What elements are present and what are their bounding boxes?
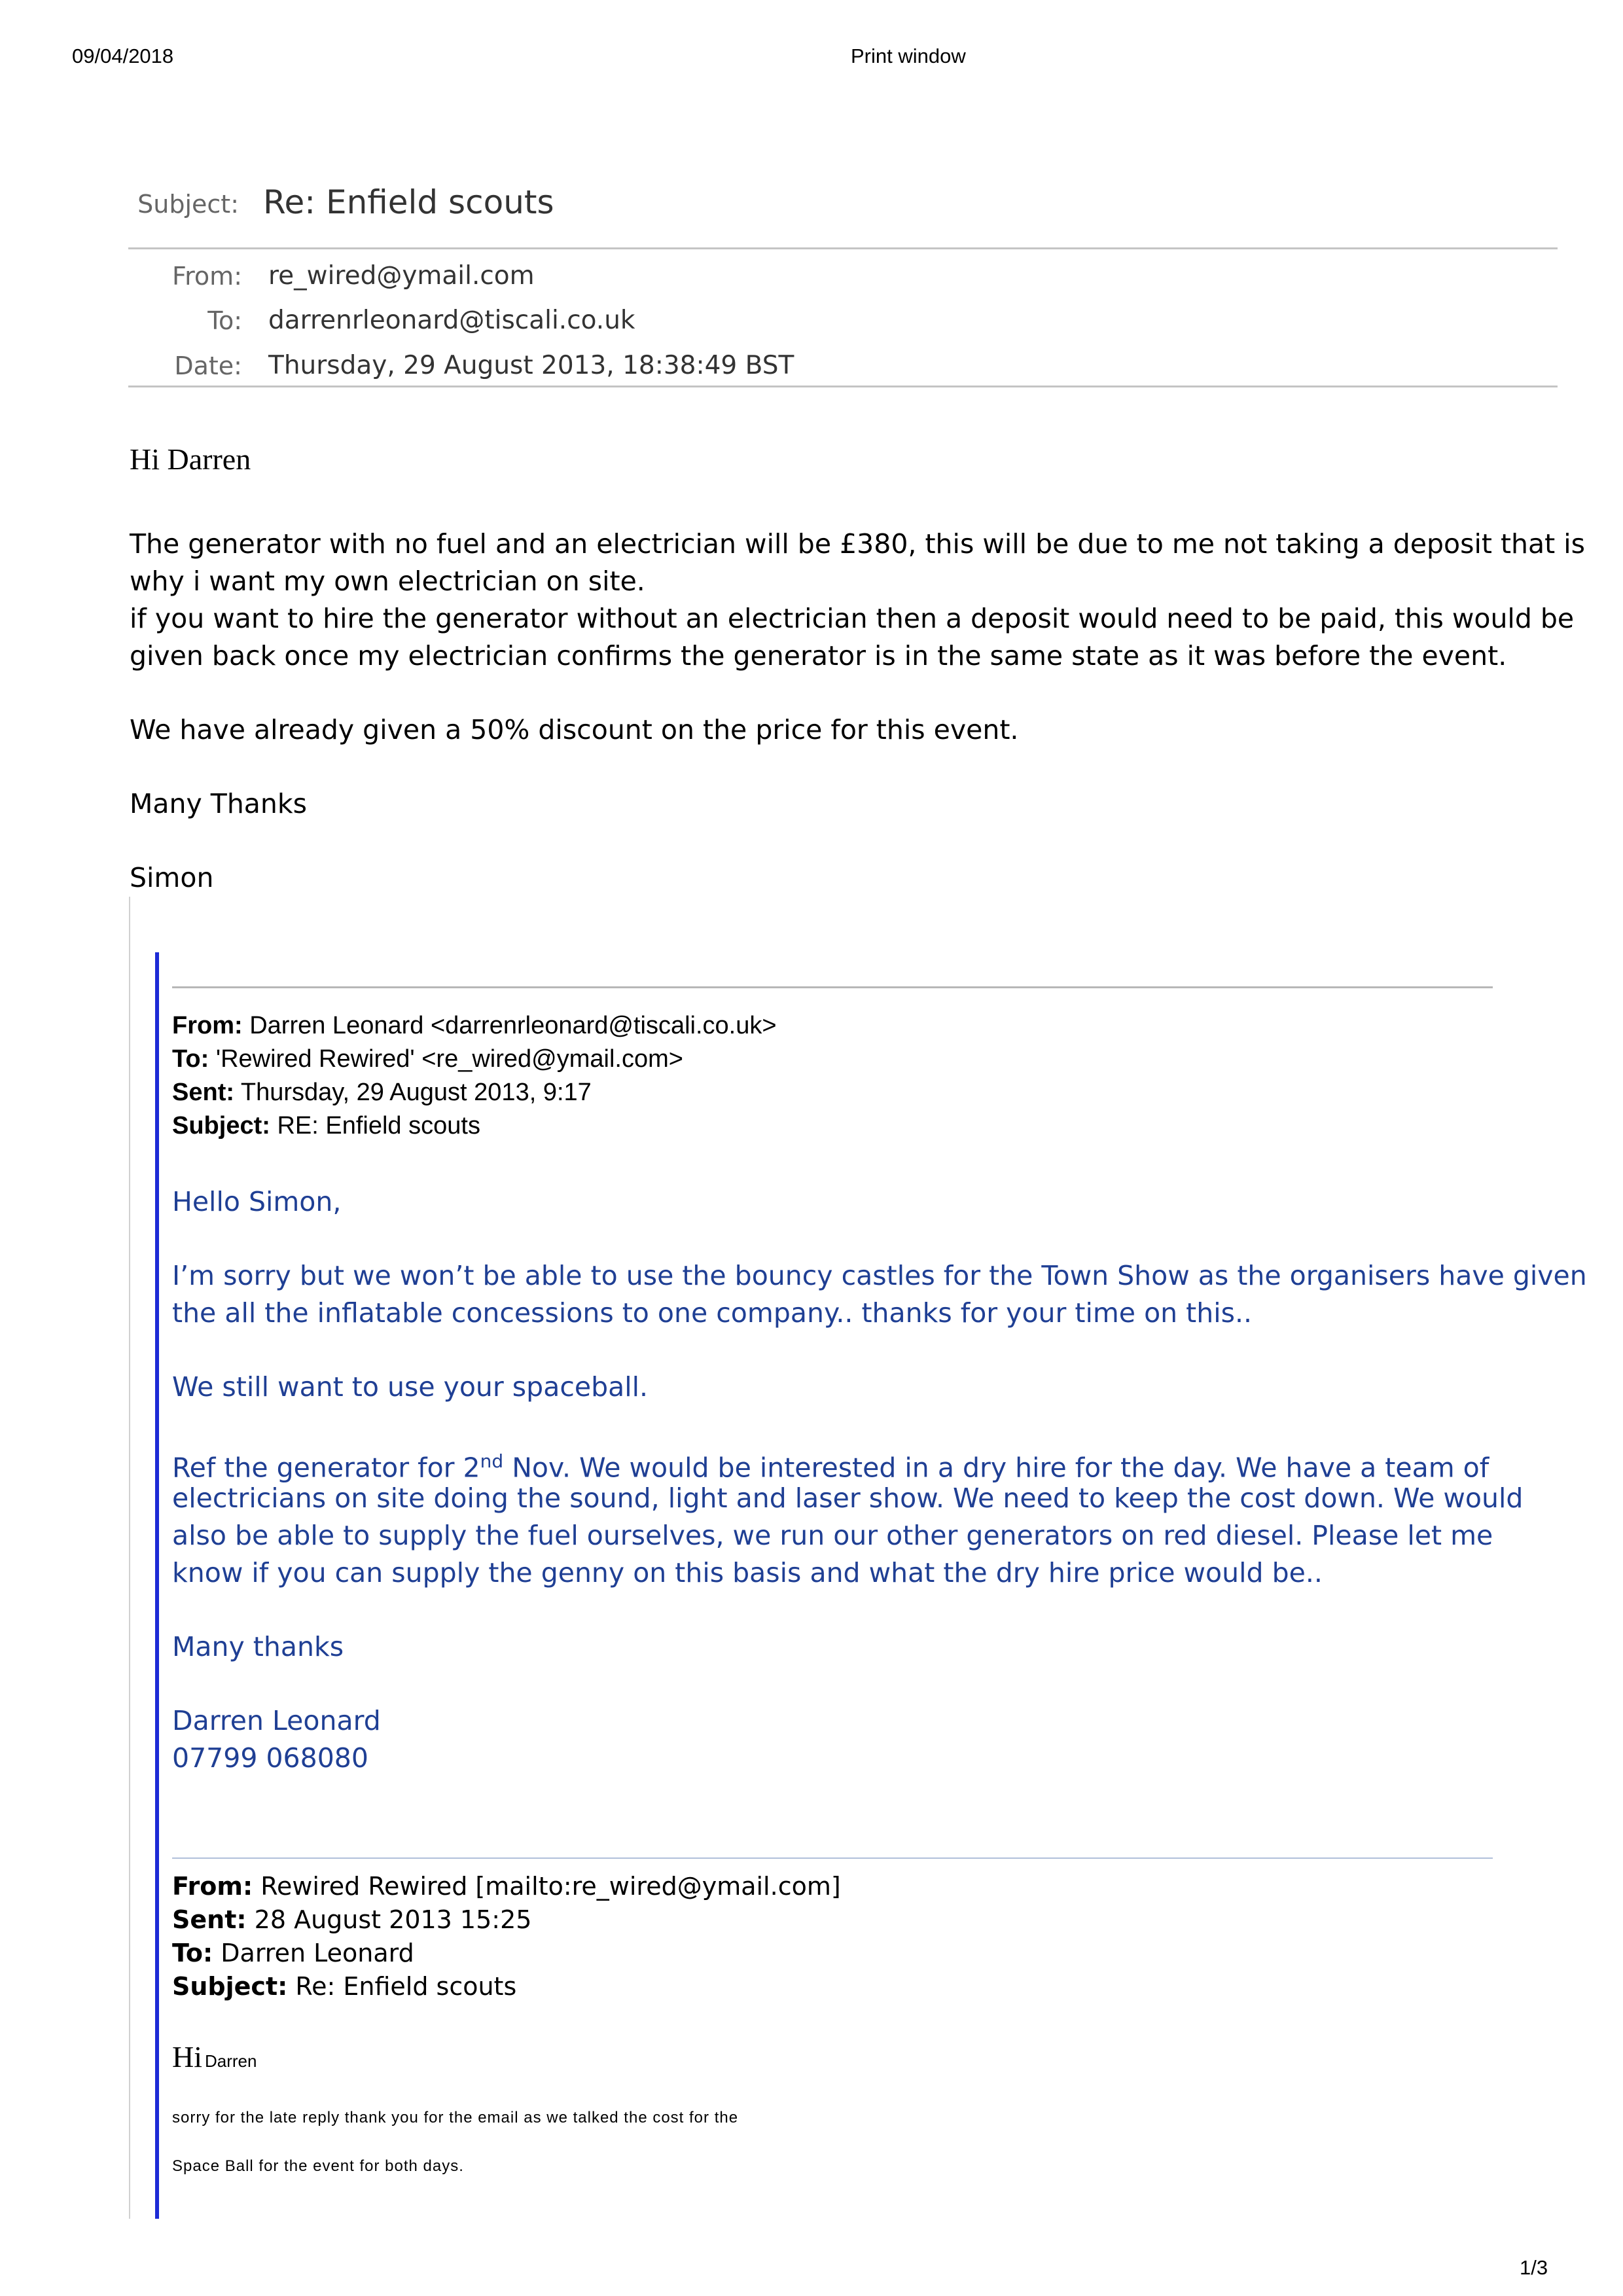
reply-name: Simon [130,862,214,893]
quote1-subject: Subject: RE: Enfield scouts [172,1112,480,1139]
quote1-spaceball-line: We still want to use your spaceball. [172,1371,649,1403]
reply-paragraph-line: if you want to hire the generator without an electrician then a deposit would need to be paid, this would be [130,603,1575,634]
subject-divider [128,247,1558,249]
subject-label: Subject: [137,190,239,219]
email-from: re_wired@ymail.com [268,261,535,291]
quote-bar [155,952,159,2219]
quote1-signoff: Many thanks [172,1631,344,1662]
print-title: Print window [851,45,966,67]
reply-discount-line: We have already given a 50% discount on the price for this event. [130,714,1019,745]
quote2-body-line: sorry for the late reply thank you for the email as we talked the cost for the [172,2109,739,2126]
quote2-body-line: Space Ball for the event for both days. [172,2157,464,2175]
email-date: Thursday, 29 August 2013, 18:38:49 BST [268,351,794,380]
reply-greeting: Hi Darren [130,442,251,476]
quote1-paragraph-line: know if you can supply the genny on this basis and what the dry hire price would be.. [172,1557,1323,1588]
reply-paragraph-line: The generator with no fuel and an electrician will be £380, this will be due to me not taking a deposit that is [130,528,1585,560]
quote1-to: To: 'Rewired Rewired' <re_wired@ymail.com> [172,1045,683,1073]
quote1-paragraph-line: I’m sorry but we won’t be able to use the bouncy castles for the Town Show as the organisers have given [172,1260,1587,1291]
reply-paragraph-line: given back once my electrician confirms the generator is in the same state as it was before the event. [130,640,1507,672]
meta-divider [128,386,1558,387]
reply-paragraph-line: why i want my own electrician on site. [130,565,645,597]
quote1-paragraph-line: Ref the generator for 2nd Nov. We would be interested in a dry hire for the day. We have a team of [172,1450,1489,1484]
quote2-sent: Sent: 28 August 2013 15:25 [172,1905,532,1934]
to-label: To: [207,306,242,335]
quote2-from: From: Rewired Rewired [mailto:re_wired@ymail.com] [172,1872,841,1901]
quote1-from: From: Darren Leonard <darrenrleonard@tiscali.co.uk> [172,1012,777,1039]
quote1-name: Darren Leonard [172,1705,381,1736]
quote1-divider [172,986,1493,988]
reply-signoff: Many Thanks [130,788,308,819]
quote2-greeting: Hi Darren [172,2040,257,2073]
page-number: 1/3 [1520,2256,1548,2279]
email-to: darrenrleonard@tiscali.co.uk [268,306,635,335]
date-label: Date: [174,351,242,380]
quote2-subject: Subject: Re: Enfield scouts [172,1972,517,2001]
print-date: 09/04/2018 [72,45,174,67]
email-subject: Re: Enfield scouts [263,183,554,221]
quote1-paragraph-line: also be able to supply the fuel ourselves, we run our other generators on red diesel. Please let me [172,1520,1493,1551]
from-label: From: [172,262,242,291]
quote1-phone: 07799 068080 [172,1742,368,1774]
quote2-divider [172,1857,1493,1859]
quote1-sent: Sent: Thursday, 29 August 2013, 9:17 [172,1079,592,1106]
quote1-greeting: Hello Simon, [172,1186,342,1217]
quote1-paragraph-line: the all the inflatable concessions to one company.. thanks for your time on this.. [172,1297,1253,1329]
quote2-to: To: Darren Leonard [172,1939,414,1967]
outer-quote-line [129,897,130,2219]
quote1-paragraph-line: electricians on site doing the sound, light and laser show. We need to keep the cost down. We would [172,1482,1524,1514]
